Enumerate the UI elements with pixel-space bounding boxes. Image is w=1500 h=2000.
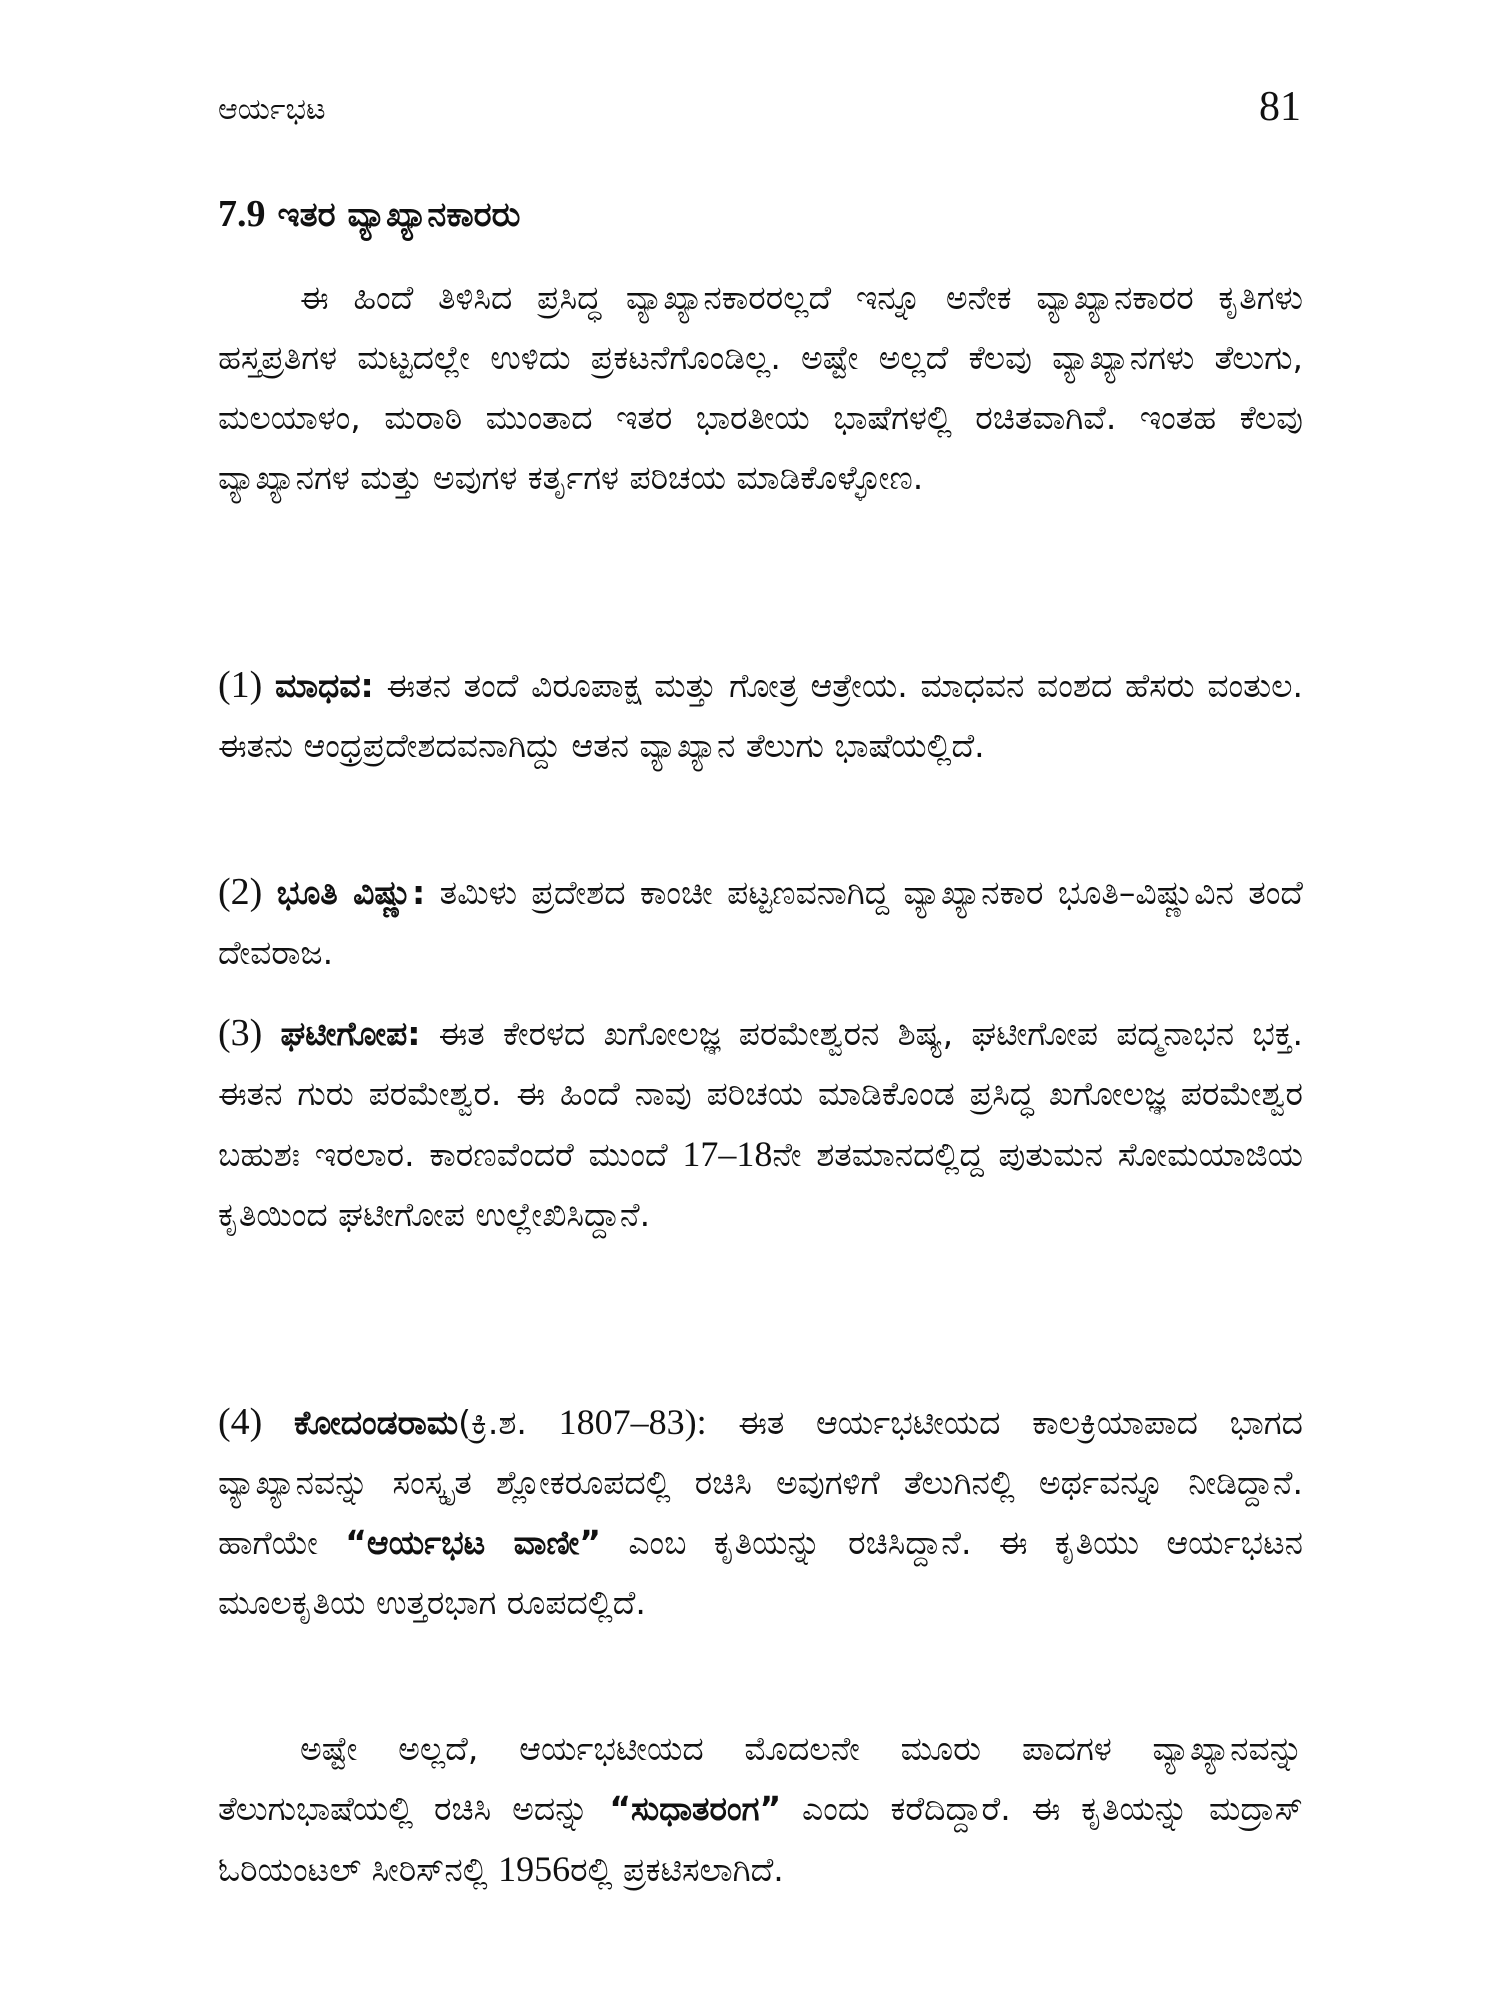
entry-name: ಘಟೀಗೋಪ: — [280, 1014, 421, 1053]
closing-text: ಅಷ್ಟೇ ಅಲ್ಲದೆ, ಆರ್ಯಭಟೀಯದ ಮೊದಲನೇ ಮೂರು ಪಾದಗಳ ವ್ಯಾಖ್ಯಾನವನ್ನು ತೆಲುಗುಭಾಷೆಯಲ್ಲಿ ರಚಿಸಿ ಅದನ್ನು — [218, 1729, 1303, 1828]
publication-year: 1956 — [498, 1849, 571, 1889]
running-title: ಆರ್ಯಭಟ — [218, 92, 326, 127]
entry-text-continued: ನೇ ಶತಮಾನದಲ್ಲಿದ್ದ ಪುತುಮನ ಸೋಮಯಾಜಿಯ ಕೃತಿಯಿಂದ ಘಟೀಗೋಪ ಉಲ್ಲೇಖಿಸಿದ್ದಾನೆ. — [218, 1135, 1303, 1234]
closing-paragraph — [218, 1719, 1303, 1900]
entry-number: (4) — [218, 1401, 263, 1443]
work-title-quote: “ಸುಧಾತರಂಗ” — [609, 1789, 782, 1828]
entry-number: (1) — [218, 664, 263, 706]
page-number: 81 — [1259, 84, 1301, 130]
intro-paragraph — [218, 268, 1303, 508]
commentator-entry-ghatigopa — [218, 1003, 1303, 1245]
entry-text-continued: ಎಂಬ ಕೃತಿಯನ್ನು ರಚಿಸಿದ್ದಾನೆ. ಈ ಕೃತಿಯು ಆರ್ಯಭಟನ ಮೂಲಕೃತಿಯ ಉತ್ತರಭಾಗ ರೂಪದಲ್ಲಿದೆ. — [218, 1523, 1303, 1622]
entry-text: ತಮಿಳು ಪ್ರದೇಶದ ಕಾಂಚೀ ಪಟ್ಟಣವನಾಗಿದ್ದ ವ್ಯಾಖ್ಯಾನಕಾರ ಭೂತಿ–ವಿಷ್ಣುವಿನ ತಂದೆ ದೇವರಾಜ. — [218, 873, 1303, 972]
entry-name: ಮಾಧವ: — [275, 666, 374, 705]
commentator-entry-bhuti-vishnu — [218, 862, 1303, 983]
work-title-quote: “ಆರ್ಯಭಟ ವಾಣೀ” — [345, 1523, 601, 1562]
era-prefix: (ಕ್ರಿ.ಶ. — [458, 1403, 559, 1442]
entry-number: (2) — [218, 871, 263, 913]
entry-text: ಈತನ ತಂದೆ ವಿರೂಪಾಕ್ಷ ಮತ್ತು ಗೋತ್ರ ಆತ್ರೇಯ. ಮಾಧವನ ವಂಶದ ಹೆಸರು ವಂತುಲ. ಈತನು ಆಂಧ್ರಪ್ರದೇಶದವನಾಗಿದ್ದು ಆತನ ವ್ಯಾಖ್ಯಾನ ತೆಲುಗು ಭಾಷೆಯಲ್ಲಿದೆ. — [218, 666, 1303, 765]
era-years: 1807–83 — [558, 1402, 685, 1442]
closing-text-continued: ಎಂದು ಕರೆದಿದ್ದಾರೆ. ಈ ಕೃತಿಯನ್ನು ಮದ್ರಾಸ್ ಓರಿಯಂಟಲ್ ಸೀರಿಸ್‌ನಲ್ಲಿ — [218, 1789, 1303, 1889]
section-title: ಇತರ ವ್ಯಾಖ್ಯಾನಕಾರರು — [277, 195, 521, 235]
entry-name: ಕೋದಂಡರಾಮ — [293, 1403, 459, 1442]
entry-text: ಈತ ಕೇರಳದ ಖಗೋಲಜ್ಞ ಪರಮೇಶ್ವರನ ಶಿಷ್ಯ, ಘಟೀಗೋಪ ಪದ್ಮನಾಭನ ಭಕ್ತ. ಈತನ ಗುರು ಪರಮೇಶ್ವರ. ಈ ಹಿಂದೆ ನಾವು ಪರಿಚಯ ಮಾಡಿಕೊಂಡ ಪ್ರಸಿದ್ಧ ಖಗೋಲಜ್ಞ ಪರಮೇಶ್ವರ ಬಹುಶಃ ಇರಲಾರ. ಕಾರಣವೆಂದರೆ ಮುಂದೆ — [218, 1014, 1303, 1174]
century-range: 17–18 — [682, 1134, 773, 1174]
entry-text: ಈತ ಆರ್ಯಭಟೀಯದ ಕಾಲಕ್ರಿಯಾಪಾದ ಭಾಗದ ವ್ಯಾಖ್ಯಾನವನ್ನು ಸಂಸ್ಕೃತ ಶ್ಲೋಕರೂಪದಲ್ಲಿ ರಚಿಸಿ ಅವುಗಳಿಗೆ ತೆಲುಗಿನಲ್ಲಿ ಅರ್ಥವನ್ನೂ ನೀಡಿದ್ದಾನೆ. ಹಾಗೆಯೇ — [218, 1403, 1303, 1562]
entry-number: (3) — [218, 1012, 263, 1054]
entry-name: ಭೂತಿ ವಿಷ್ಣು: — [276, 873, 426, 912]
commentator-entry-madhava — [218, 655, 1303, 776]
era-suffix: ): — [684, 1402, 707, 1442]
commentator-entry-kodandarama — [218, 1392, 1303, 1633]
section-heading — [218, 190, 520, 239]
intro-text: ಈ ಹಿಂದೆ ತಿಳಿಸಿದ ಪ್ರಸಿದ್ಧ ವ್ಯಾಖ್ಯಾನಕಾರರಲ್ಲದೆ ಇನ್ನೂ ಅನೇಕ ವ್ಯಾಖ್ಯಾನಕಾರರ ಕೃತಿಗಳು ಹಸ್ತಪ್ರತಿಗಳ ಮಟ್ಟದಲ್ಲೇ ಉಳಿದು ಪ್ರಕಟನೆಗೊಂಡಿಲ್ಲ. ಅಷ್ಟೇ ಅಲ್ಲದೆ ಕೆಲವು ವ್ಯಾಖ್ಯಾನಗಳು ತೆಲುಗು, ಮಲಯಾಳಂ, ಮರಾಠಿ ಮುಂತಾದ ಇತರ ಭಾರತೀಯ ಭಾಷೆಗಳಲ್ಲಿ ರಚಿತವಾಗಿವೆ. ಇಂತಹ ಕೆಲವು ವ್ಯಾಖ್ಯಾನಗಳ ಮತ್ತು ಅವುಗಳ ಕರ್ತೃಗಳ ಪರಿಚಯ ಮಾಡಿಕೊಳ್ಳೋಣ. — [218, 278, 1303, 497]
section-number: 7.9 — [218, 193, 266, 235]
closing-text-end: ರಲ್ಲಿ ಪ್ರಕಟಿಸಲಾಗಿದೆ. — [570, 1850, 784, 1889]
running-header — [218, 82, 1303, 142]
